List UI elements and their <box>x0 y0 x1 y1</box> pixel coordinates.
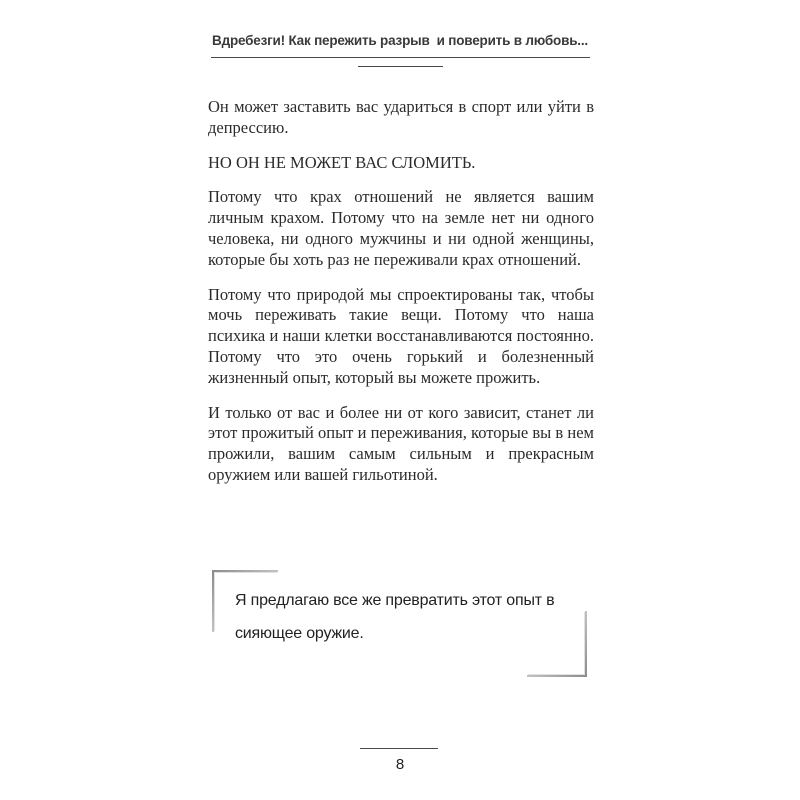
quote-corner-bottom-right-icon <box>527 675 587 677</box>
paragraph: И только от вас и более ни от кого зависит, станет ли этот прожитый опыт и переживания, которые вы в нем прожили, вашим самым сильным и прекрасным оружием или вашей гильотиной. <box>208 402 594 484</box>
footer-rule <box>360 748 438 749</box>
page-number: 8 <box>395 756 405 773</box>
pull-quote-text: Я предлагаю все же превратить этот опыт в сияющее оружие. <box>235 592 555 642</box>
paragraph-emphasis-caps: НО ОН НЕ МОЖЕТ ВАС СЛОМИТЬ. <box>208 152 476 172</box>
paragraph: Потому что крах отношений не является вашим личным крахом. Потому что на земле нет ни одного человека, ни одного мужчины и ни одной женщины, которые бы хоть раз не переживали крах отношений. <box>208 187 594 269</box>
header-rule-short <box>358 66 443 67</box>
quote-corner-top-left-vertical-highlight <box>214 572 215 631</box>
header-rule-long <box>211 57 590 58</box>
quote-corner-bottom-right-highlight <box>528 674 585 675</box>
quote-corner-bottom-right-vertical <box>585 611 587 677</box>
quote-corner-top-left-highlight <box>214 572 277 573</box>
running-head: Вдребезги! Как пережить разрыв и поверить в любовь... <box>212 33 588 48</box>
paragraph: Потому что природой мы спроектированы так, чтобы мочь переживать такие вещи. Потому что наша психика и наши клетки восстанавливаются постоянно. Потому что это очень горький и болезненный жизненный опыт, который вы можете прожить. <box>208 284 594 387</box>
paragraph: Он может заставить вас удариться в спорт или уйти в депрессию. <box>208 97 594 137</box>
quote-corner-bottom-right-vertical-highlight <box>584 612 585 675</box>
pull-quote-box <box>212 570 587 677</box>
body-text-column <box>208 97 594 486</box>
